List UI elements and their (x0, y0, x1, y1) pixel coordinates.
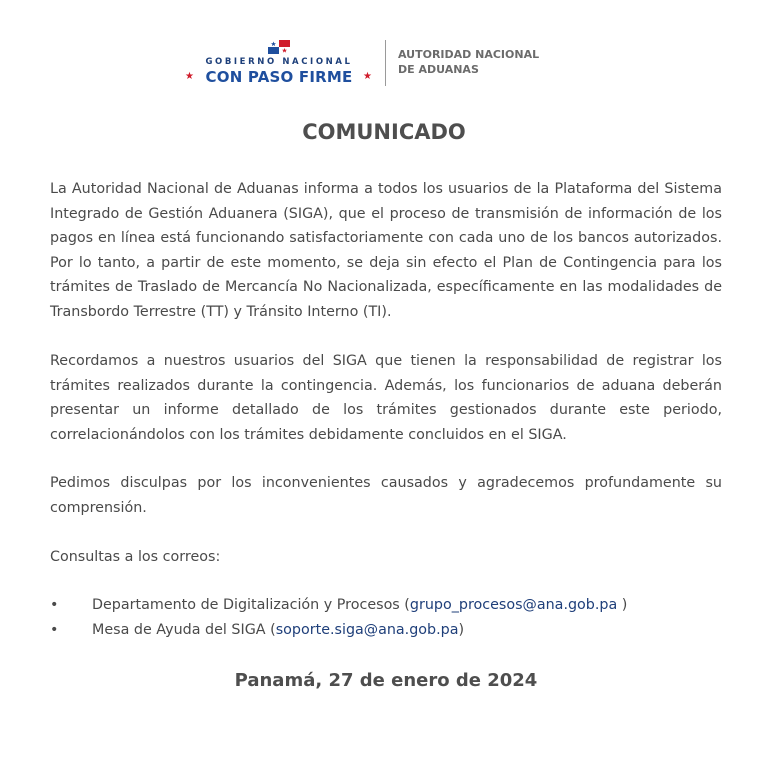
header (0, 38, 768, 90)
paragraph-2: Recordamos a nuestros usuarios del SIGA que tienen la responsabilidad de registrar los trámites realizados durante la contingencia. Además, los funcionarios de aduana deberán presentar un informe detallado de los trámites gestionados durante este periodo, correlacionándolos con los trámites debidamente concluidos en el SIGA. (50, 353, 722, 443)
contact-label: Mesa de Ayuda del SIGA ( (92, 622, 276, 639)
list-item (50, 593, 722, 618)
paragraph-3: Pedimos disculpas por los inconvenientes causados y agradecemos profundamente su comprensión. (50, 475, 722, 516)
panama-flag-icon (268, 40, 290, 54)
contact-suffix: ) (617, 597, 628, 614)
contact-suffix: ) (458, 622, 465, 639)
email-link[interactable]: soporte.siga@ana.gob.pa (275, 622, 459, 639)
logo-divider (385, 40, 386, 86)
bullet-icon: • (50, 622, 59, 639)
contact-text (92, 618, 464, 643)
list-item (50, 618, 722, 643)
email-link[interactable]: grupo_procesos@ana.gob.pa (409, 597, 618, 614)
gov-line2: CON PASO FIRME (205, 68, 353, 86)
aduanas-logo-text (398, 47, 598, 77)
contact-label: Departamento de Digitalización y Procesos ( (92, 597, 410, 614)
paragraph-4: Consultas a los correos: (50, 548, 221, 565)
paragraph-1: La Autoridad Nacional de Aduanas informa a todos los usuarios de la Plataforma del Sistema Integrado de Gestión Aduanera (SIGA), que el proceso de transmisión de información de los pagos en línea está funcionando satisfactoriamente con cada uno de los bancos autorizados. Por lo tanto, a partir de este momento, se deja sin efecto el Plan de Contingencia para los trámites de Traslado de Mercancía No Nacionalizada, específicamente en las modalidades de Transbordo Terrestre (TT) y Tránsito Interno (TI). (50, 181, 722, 320)
page-title: COMUNICADO (302, 120, 466, 144)
contact-text (92, 593, 627, 618)
gobierno-nacional-logo (183, 38, 375, 90)
document-body (50, 177, 722, 643)
date-line: Panamá, 27 de enero de 2024 (234, 670, 538, 691)
agency-line2: DE ADUANAS (398, 63, 479, 76)
contact-list (50, 593, 722, 643)
red-star-icon: ★ (363, 71, 372, 82)
red-star-icon: ★ (185, 71, 194, 82)
gov-line1: GOBIERNO NACIONAL (205, 57, 353, 67)
agency-line1: AUTORIDAD NACIONAL (398, 48, 540, 61)
bullet-icon: • (50, 597, 59, 614)
